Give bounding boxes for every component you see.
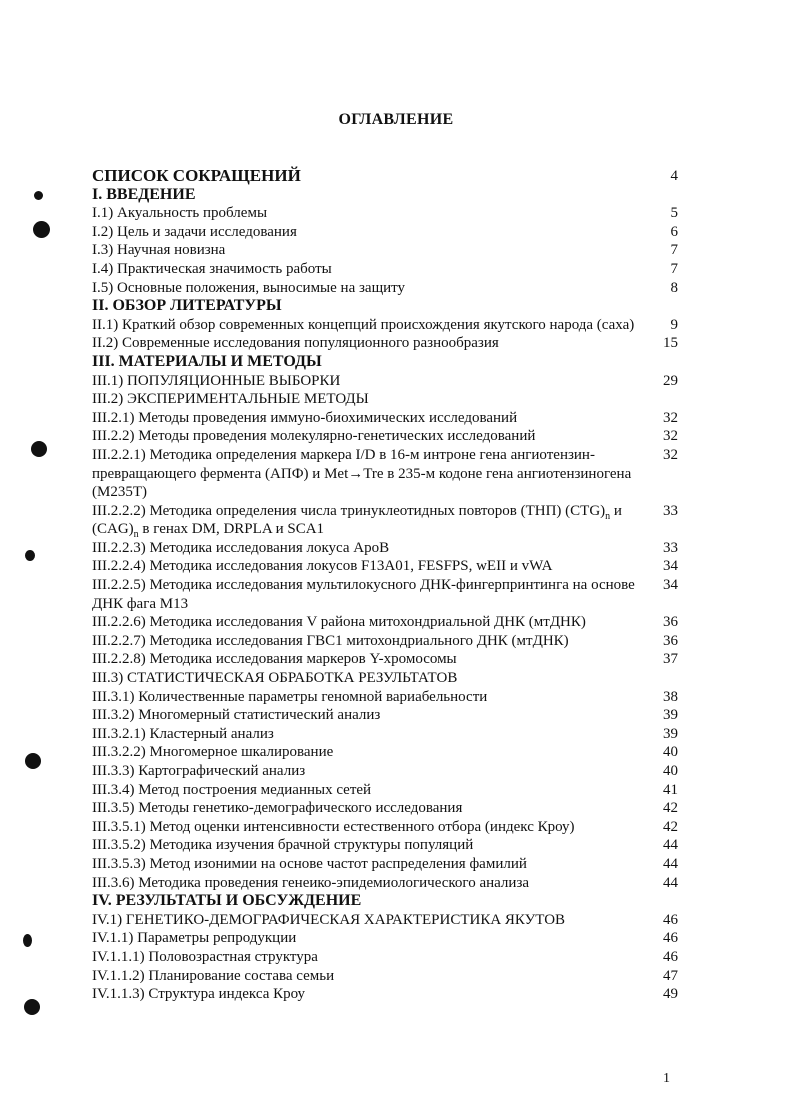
toc-entry: III.3.5.3) Метод изонимии на основе частот распределения фамилий 44	[92, 855, 678, 872]
toc-entry: III.2.1) Методы проведения иммуно-биохимических исследований 32	[92, 409, 678, 426]
toc-entry: IV.1.1.3) Структура индекса Кроу 49	[92, 986, 678, 1003]
toc-entry: III.3.2.1) Кластерный анализ 39	[92, 725, 678, 742]
binder-hole-mark	[34, 191, 43, 200]
toc-entry: III.3.3) Картографический анализ 40	[92, 763, 678, 779]
toc-entry: III.3.2) Многомерный статистический анализ 39	[92, 707, 678, 724]
toc-entry: III.2.2.1) Методика определения маркера I/D в 16-м интроне гена ангиотензин-превращающего фермента (АПФ) и Met→Tre в 235-м кодоне гена ангиотензиногена (M235T) 32	[92, 446, 678, 501]
binder-hole-mark	[24, 999, 40, 1015]
toc-entry: I.3) Научная новизна 7	[92, 242, 678, 259]
binder-hole-mark	[25, 550, 35, 561]
toc-entry: III.3.5.1) Метод оценки интенсивности естественного отбора (индекс Кроу) 42	[92, 818, 678, 835]
toc-entry: I.5) Основные положения, выносимые на защиту 8	[92, 279, 678, 296]
table-of-contents	[92, 167, 692, 1004]
toc-entry: III.1) ПОПУЛЯЦИОННЫЕ ВЫБОРКИ 29	[92, 372, 678, 389]
toc-entry: III.3.1) Количественные параметры геномной вариабельности 38	[92, 688, 678, 705]
toc-entry: III.2.2.6) Методика исследования V района митохондриальной ДНК (мтДНК) 36	[92, 614, 678, 631]
binder-hole-mark	[25, 753, 41, 769]
toc-entry: III.3.6) Методика проведения генеико-эпидемиологического анализа 44	[92, 874, 678, 891]
toc-entry: III.2.2.3) Методика исследования локуса ApoB 33	[92, 539, 678, 556]
toc-entry: III.2.2.8) Методика исследования маркеров Y-хромосомы 37	[92, 651, 678, 668]
page-title: ОГЛАВЛЕНИЕ	[338, 111, 454, 128]
toc-entry: IV.1) ГЕНЕТИКО-ДЕМОГРАФИЧЕСКАЯ ХАРАКТЕРИСТИКА ЯКУТОВ 46	[92, 911, 678, 928]
toc-entry: II.2) Современные исследования популяционного разнообразия 15	[92, 335, 678, 352]
toc-entry: IV.1.1.1) Половозрастная структура 46	[92, 948, 678, 965]
toc-section-heading: II. ОБЗОР ЛИТЕРАТУРЫ	[92, 297, 282, 315]
toc-section-heading: IV. РЕЗУЛЬТАТЫ И ОБСУЖДЕНИЕ	[92, 892, 362, 910]
toc-entry: III.2.2.2) Методика определения числа тринуклеотидных повторов (ТНП) $(CTG)_n$ и $(CAG)_n$ в генах DM, DRPLA и SCA1 33	[92, 502, 678, 541]
toc-entry: II.1) Краткий обзор современных концепций происхождения якутского народа (саха) 9	[92, 316, 678, 333]
binder-hole-mark	[31, 441, 47, 457]
toc-entry: III.2.2.7) Методика исследования ГВС1 митохондриального ДНК (мтДНК) 36	[92, 632, 678, 649]
binder-hole-mark	[23, 934, 32, 947]
toc-entry: IV.1.1) Параметры репродукции 46	[92, 930, 678, 947]
page-number: 1	[663, 1071, 670, 1086]
toc-entry: III.3.5) Методы генетико-демографического исследования 42	[92, 800, 678, 817]
toc-entry: СПИСОК СОКРАЩЕНИЙ 4	[92, 166, 678, 185]
toc-entry: III.3.5.2) Методика изучения брачной структуры популяций 44	[92, 837, 678, 854]
toc-entry: III.3.4) Метод построения медианных сетей 41	[92, 781, 678, 798]
binder-hole-mark	[33, 221, 50, 238]
toc-entry: I.2) Цель и задачи исследования 6	[92, 223, 678, 240]
toc-entry: I.4) Практическая значимость работы 7	[92, 260, 678, 277]
toc-entry: III.2.2.4) Методика исследования локусов F13A01, FESFPS, wEII и vWA 34	[92, 558, 678, 575]
toc-section-heading: III. МАТЕРИАЛЫ И МЕТОДЫ	[92, 352, 322, 370]
toc-entry: III.2.2.5) Методика исследования мультилокусного ДНК-фингерпринтинга на основе ДНК фага M13 34	[92, 577, 678, 612]
toc-subsection-heading: III.2) ЭКСПЕРИМЕНТАЛЬНЫЕ МЕТОДЫ	[92, 391, 369, 408]
toc-entry: III.2.2) Методы проведения молекулярно-генетических исследований 32	[92, 428, 678, 445]
toc-entry: III.3.2.2) Многомерное шкалирование 40	[92, 744, 678, 761]
toc-subsection-heading: III.3) СТАТИСТИЧЕСКАЯ ОБРАБОТКА РЕЗУЛЬТАТОВ	[92, 670, 458, 687]
toc-entry: I.1) Акуальность проблемы 5	[92, 205, 678, 222]
toc-section-heading: I. ВВЕДЕНИЕ	[92, 185, 196, 203]
toc-entry: IV.1.1.2) Планирование состава семьи 47	[92, 967, 678, 984]
